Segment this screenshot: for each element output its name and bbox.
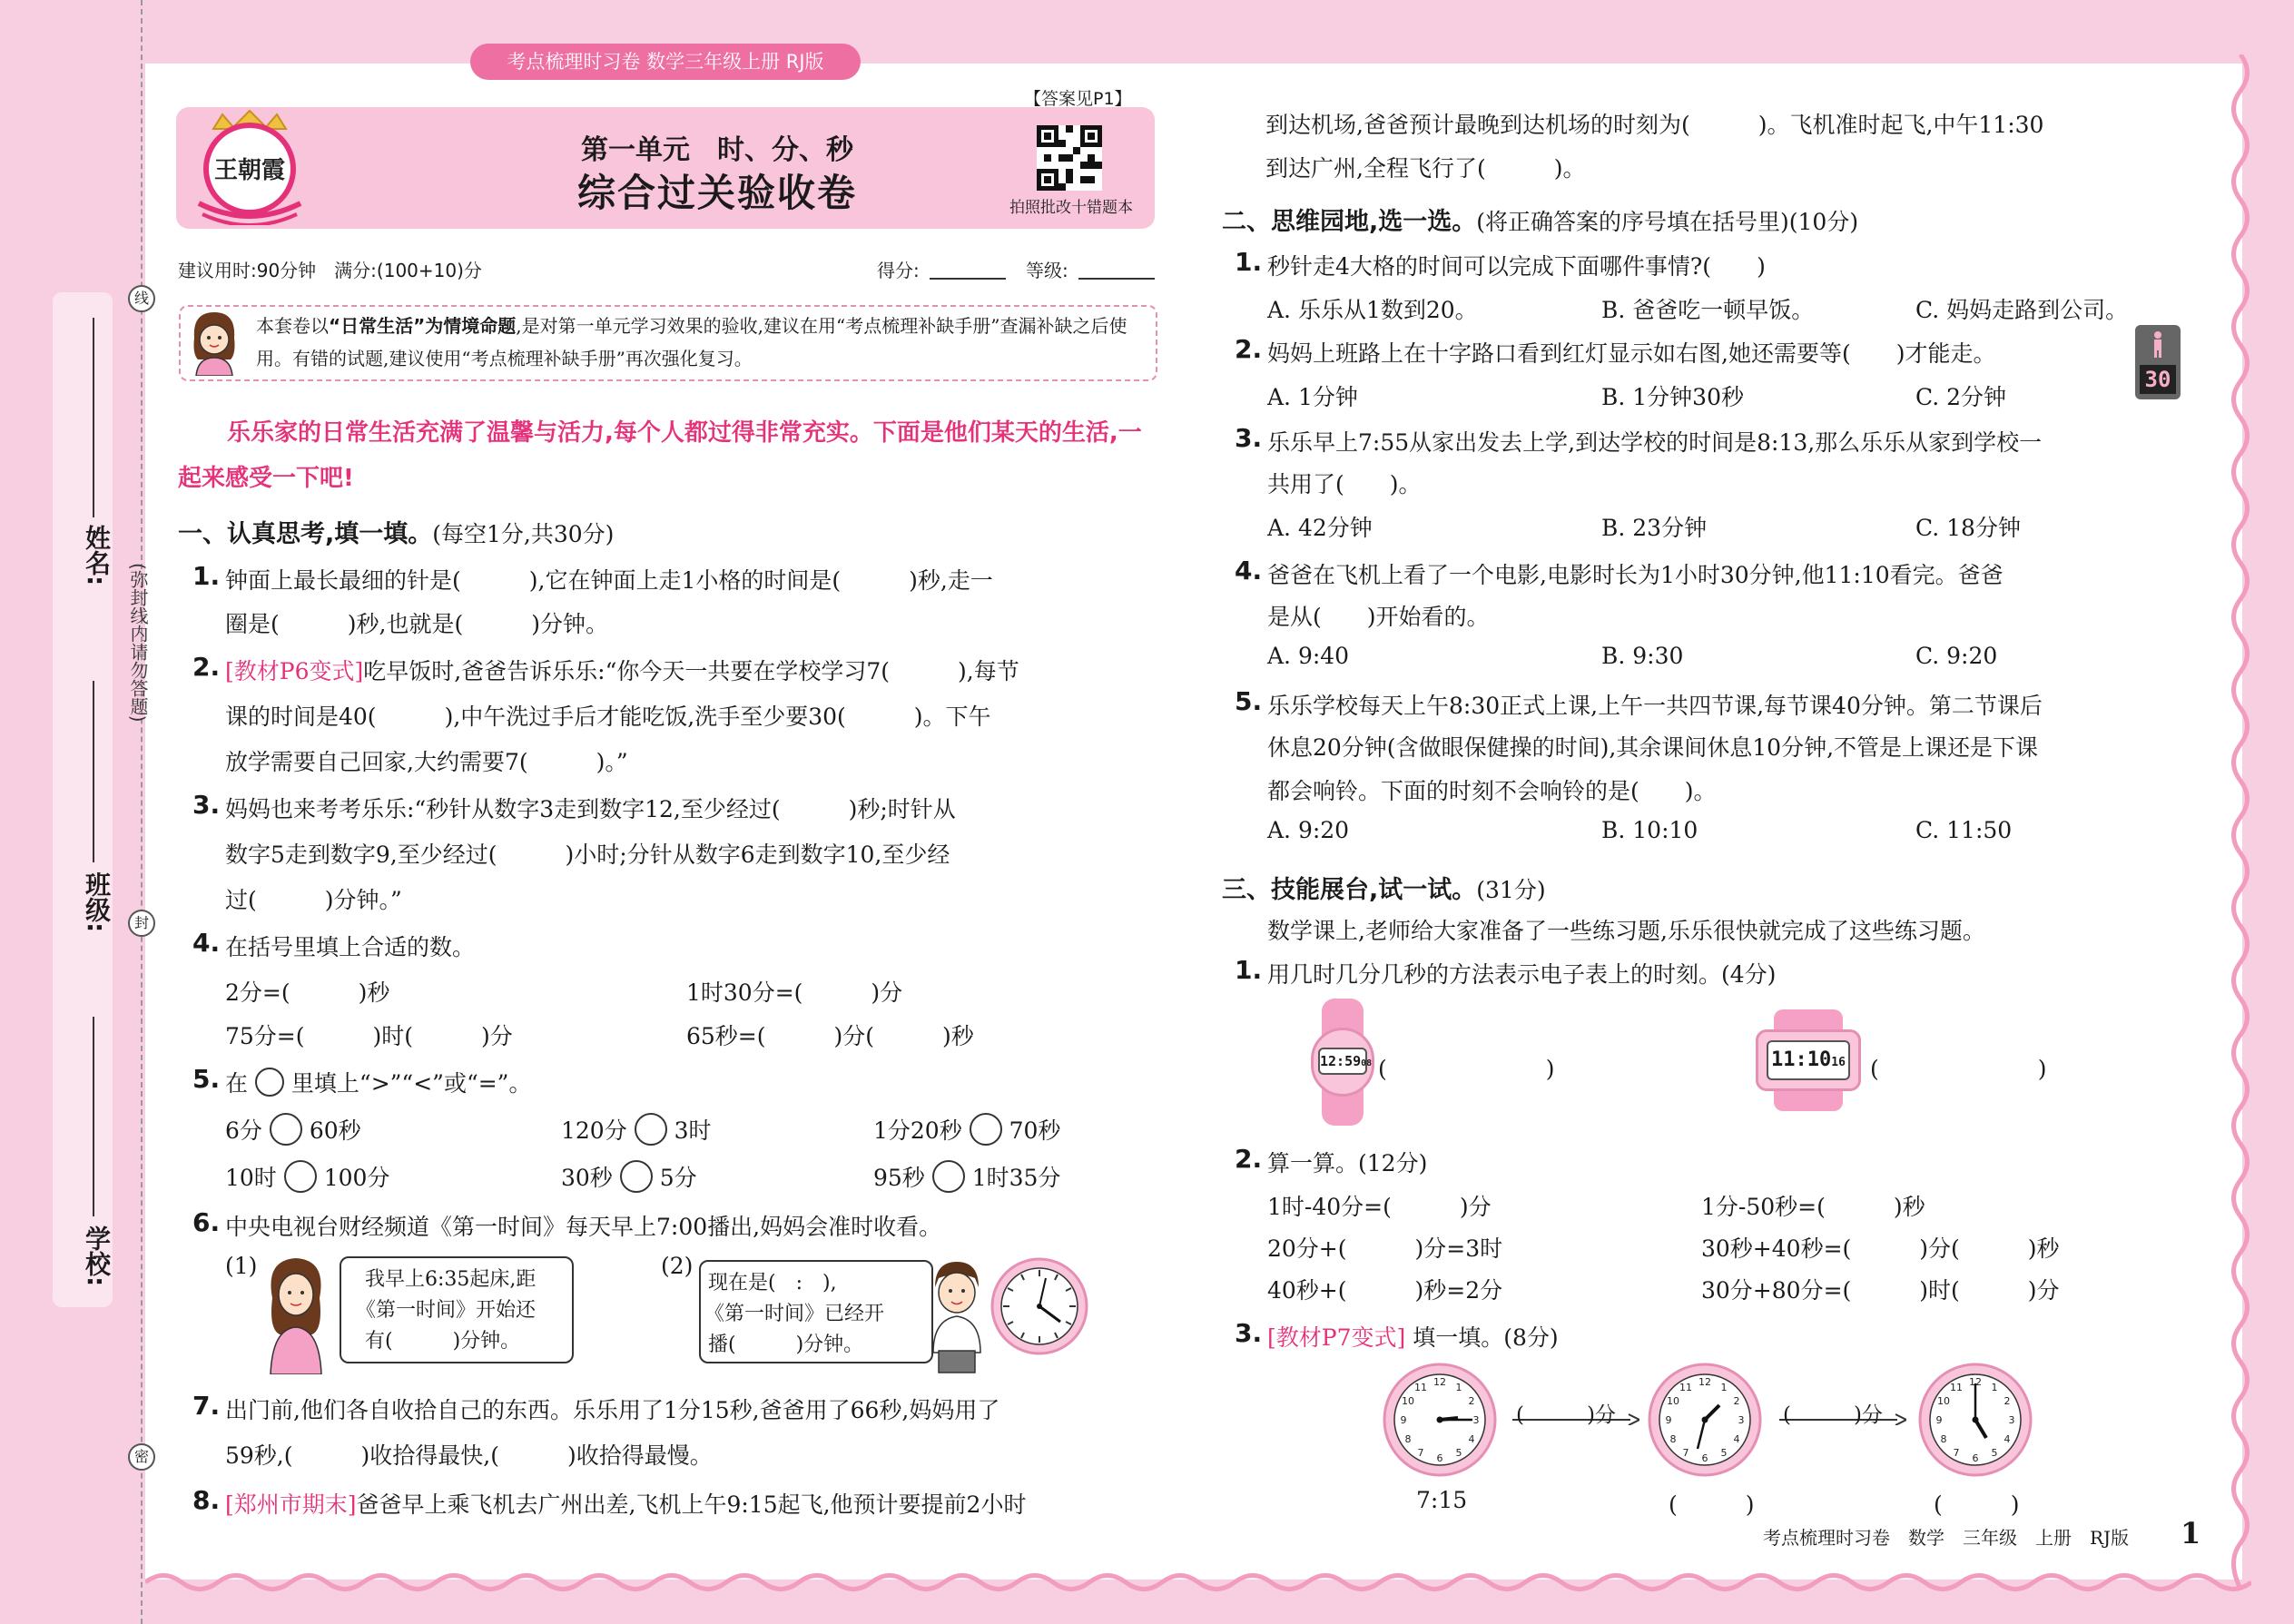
logo-text: 王朝霞 — [213, 157, 286, 184]
q3-number: 3. — [192, 790, 221, 820]
q5-item2-answer-circle[interactable] — [635, 1113, 667, 1146]
wavy-border-bottom — [145, 1569, 2251, 1596]
q6-label2: (2) — [661, 1253, 694, 1279]
q5-item6-right: 1时35分 — [971, 1165, 1061, 1191]
svg-text:9: 9 — [1400, 1414, 1407, 1426]
svg-text:6: 6 — [1972, 1452, 1979, 1464]
clock3-icon — [1917, 1362, 2033, 1478]
s2-q4-stem-line2: 是从( )开始看的。 — [1267, 604, 1490, 630]
s2-q5-option-b[interactable]: B. 10:10 — [1601, 817, 1698, 843]
svg-text:9: 9 — [1935, 1414, 1943, 1426]
watch1-display — [1318, 1048, 1373, 1075]
q7-line2: 59秒,( )收拾得最快,( )收拾得最慢。 — [225, 1442, 713, 1469]
s2-q3-option-c[interactable]: C. 18分钟 — [1915, 515, 2021, 541]
q5-item1 — [225, 1113, 361, 1146]
q1-number: 1. — [192, 561, 221, 591]
s2-q2-option-c[interactable]: C. 2分钟 — [1915, 384, 2007, 410]
q5-stem-a: 在 — [225, 1070, 249, 1097]
clock3-time-blank[interactable]: ( ) — [1934, 1491, 2020, 1518]
s3-q2-item6: 30分+80分=( )时( )分 — [1701, 1277, 2060, 1304]
q6-clock-icon — [989, 1256, 1089, 1356]
svg-text:7: 7 — [1953, 1447, 1960, 1459]
svg-text:10: 10 — [1937, 1395, 1950, 1407]
q8-line2: 到达机场,爸爸预计最晚到达机场的时刻为( )。飞机准时起飞,中午11:30 — [1265, 112, 2044, 138]
q8-line3: 到达广州,全程飞行了( )。 — [1265, 155, 1586, 182]
watch1-seconds: 08 — [1361, 1058, 1373, 1068]
teacher-avatar-icon — [185, 307, 243, 376]
s3-q2-item3: 20分+( )分=3时 — [1267, 1235, 1503, 1262]
svg-text:5: 5 — [1720, 1447, 1728, 1459]
s2-q2-option-a[interactable]: A. 1分钟 — [1267, 384, 1358, 410]
bubble2-line1: 现在是( : ), — [708, 1272, 837, 1294]
clock2-time-blank[interactable]: ( ) — [1669, 1491, 1755, 1518]
section3-heading — [1222, 870, 1546, 905]
class-label: 班级: — [82, 871, 112, 933]
section2-title: 二、思维园地,选一选。 — [1222, 208, 1477, 236]
q6-label1: (1) — [225, 1253, 258, 1279]
seal-char-xian: 线 — [128, 285, 155, 312]
svg-text:9: 9 — [1665, 1414, 1672, 1426]
score-label: 得分: — [877, 260, 920, 281]
s2-q4-number: 4. — [1235, 556, 1263, 586]
class-line — [93, 681, 94, 862]
school-line — [93, 1017, 94, 1216]
svg-text:5: 5 — [1991, 1447, 1998, 1459]
qr-code-icon[interactable] — [1037, 125, 1102, 191]
svg-text:8: 8 — [1669, 1433, 1677, 1445]
grade-field[interactable] — [1078, 278, 1155, 280]
q5-item1-answer-circle[interactable] — [270, 1113, 302, 1146]
pedestrian-icon — [2147, 330, 2169, 358]
q5-item3-answer-circle[interactable] — [970, 1113, 1002, 1146]
footer-info: 考点梳理时习卷 数学 三年级 上册 RJ版 — [1763, 1527, 2130, 1549]
watch1-answer-blank[interactable]: ( ) — [1378, 1056, 1555, 1082]
q4-number: 4. — [192, 928, 221, 958]
q8-number: 8. — [192, 1485, 221, 1515]
s2-q1-option-c[interactable]: C. 妈妈走路到公司。 — [1915, 297, 2129, 323]
q5-item1-left: 6分 — [225, 1117, 262, 1144]
clock2-icon — [1647, 1362, 1763, 1478]
q5-item6-answer-circle[interactable] — [932, 1160, 965, 1193]
section1-score: (每空1分,共30分) — [432, 521, 615, 547]
s2-q5-stem-line3: 都会响铃。下面的时刻不会响铃的是( )。 — [1267, 778, 1717, 804]
q4-item3: 75分=( )时( )分 — [225, 1023, 513, 1049]
q5-item4-right: 100分 — [323, 1165, 390, 1191]
page-title: 综合过关验收卷 — [576, 171, 857, 215]
seal-note: (弥封线内请勿答题) — [127, 563, 149, 723]
s2-q2-option-b[interactable]: B. 1分钟30秒 — [1601, 384, 1744, 410]
svg-text:7: 7 — [1417, 1447, 1424, 1459]
q3-line1: 妈妈也来考考乐乐:“秒针从数字3走到数字12,至少经过( )秒;时针从 — [225, 796, 956, 822]
q5-item2-right: 3时 — [674, 1117, 712, 1144]
grade-label: 等级: — [1026, 260, 1068, 281]
svg-text:7: 7 — [1682, 1447, 1689, 1459]
bubble1-line2: 《第一时间》开始还 — [356, 1299, 537, 1322]
time-and-score-info: 建议用时:90分钟 满分:(100+10)分 — [178, 260, 482, 281]
svg-text:8: 8 — [1940, 1433, 1947, 1445]
s3-q2-item1: 1时-40分=( )分 — [1267, 1194, 1492, 1220]
svg-text:8: 8 — [1404, 1433, 1412, 1445]
q5-item6-left: 95秒 — [873, 1165, 925, 1191]
q5-item5-left: 30秒 — [561, 1165, 613, 1191]
q5-item3-left: 1分20秒 — [873, 1117, 962, 1144]
q5-item4-left: 10时 — [225, 1165, 277, 1191]
qr-caption: 拍照批改十错题本 — [1009, 199, 1133, 217]
svg-text:3: 3 — [1738, 1414, 1745, 1426]
arrow1-minutes-blank[interactable]: ( )分 — [1516, 1403, 1616, 1427]
q5-item4 — [225, 1160, 389, 1193]
seal-char-feng: 封 — [128, 910, 155, 937]
q2-number: 2. — [192, 652, 221, 682]
section1-title: 一、认真思考,填一填。 — [178, 520, 433, 548]
svg-text:3: 3 — [1472, 1414, 1480, 1426]
svg-text:2: 2 — [2004, 1395, 2011, 1407]
compare-circle-icon — [255, 1068, 284, 1097]
story-intro: 乐乐家的日常生活充满了温馨与活力,每个人都过得非常充实。下面是他们某天的生活,一起来感受一下吧! — [178, 419, 1142, 492]
section2-score: (将正确答案的序号填在括号里)(10分) — [1476, 209, 1859, 235]
q1-line1: 钟面上最长最细的针是( ),它在钟面上走1小格的时间是( )秒,走一 — [225, 567, 993, 594]
unit-title: 第一单元 时、分、秒 — [581, 134, 853, 166]
q5-item5-answer-circle[interactable] — [620, 1160, 653, 1193]
section3-intro: 数学课上,老师给大家准备了一些练习题,乐乐很快就完成了这些练习题。 — [1267, 918, 1985, 944]
s3-q2-number: 2. — [1235, 1144, 1263, 1174]
watch2-answer-blank[interactable]: ( ) — [1870, 1056, 2047, 1082]
q5-item4-answer-circle[interactable] — [284, 1160, 317, 1193]
clock1-time-label: 7:15 — [1416, 1487, 1468, 1513]
watch2-seconds: 16 — [1831, 1056, 1846, 1069]
svg-text:12: 12 — [1698, 1376, 1711, 1388]
s3-q3-source-tag: [教材P7变式] — [1267, 1324, 1406, 1351]
s2-q2-number: 2. — [1235, 334, 1263, 364]
q2-line2: 课的时间是40( ),中午洗过手后才能吃饭,洗手至少要30( )。下午 — [225, 704, 991, 730]
svg-text:10: 10 — [1667, 1395, 1679, 1407]
s3-q2-item5: 40秒+( )秒=2分 — [1267, 1277, 1503, 1304]
svg-text:12: 12 — [1433, 1376, 1446, 1388]
s2-q1-option-b[interactable]: B. 爸爸吃一顿早饭。 — [1601, 297, 1815, 323]
svg-text:6: 6 — [1436, 1452, 1443, 1464]
s2-q3-option-a[interactable]: A. 42分钟 — [1267, 515, 1373, 541]
s3-q3-number: 3. — [1235, 1318, 1263, 1348]
page-number: 1 — [2181, 1516, 2201, 1550]
series-tab: 考点梳理时习卷 数学三年级上册 RJ版 — [470, 44, 861, 80]
name-label: 姓名: — [82, 525, 112, 586]
svg-text:2: 2 — [1468, 1395, 1475, 1407]
q5-item3 — [873, 1113, 1060, 1146]
q2-line1 — [225, 654, 1019, 686]
seal-char-mi: 密 — [128, 1443, 155, 1471]
q4-item4: 65秒=( )分( )秒 — [686, 1023, 974, 1049]
bubble1-line3: 有( )分钟。 — [365, 1330, 521, 1353]
name-line — [93, 318, 94, 517]
s2-q5-number: 5. — [1235, 686, 1263, 716]
q8-source-tag: [郑州市期末] — [225, 1491, 357, 1518]
tip-text: 本套卷以“日常生活”为情境命题,是对第一单元学习效果的验收,建议在用“考点梳理补缺手册”查漏补缺之后使用。有错的试题,建议使用“考点梳理补缺手册”再次强化复习。 — [256, 315, 1127, 369]
s2-q3-option-b[interactable]: B. 23分钟 — [1601, 515, 1708, 541]
q3-line2: 数字5走到数字9,至少经过( )小时;分针从数字6走到数字10,至少经 — [225, 842, 950, 868]
q4-item1: 2分=( )秒 — [225, 979, 390, 1006]
q7-line1: 出门前,他们各自收拾自己的东西。乐乐用了1分15秒,爸爸用了66秒,妈妈用了 — [225, 1397, 1000, 1423]
q7-number: 7. — [192, 1391, 221, 1421]
q5-stem — [225, 1066, 531, 1098]
s3-q2-item2: 1分-50秒=( )秒 — [1701, 1194, 1925, 1220]
q5-item2-left: 120分 — [561, 1117, 627, 1144]
svg-text:4: 4 — [1468, 1433, 1475, 1445]
bubble2-line3: 播( )分钟。 — [708, 1334, 864, 1356]
s2-q3-stem-line1: 乐乐早上7:55从家出发去上学,到达学校的时间是8:13,那么乐乐从家到学校一 — [1267, 429, 2043, 456]
q5-item1-right: 60秒 — [309, 1117, 361, 1144]
q3-line3: 过( )分钟。” — [225, 887, 402, 913]
svg-text:2: 2 — [1733, 1395, 1740, 1407]
score-field[interactable] — [930, 278, 1006, 280]
pink-smartwatch-icon — [1311, 999, 1374, 1126]
s2-q1-stem: 秒针走4大格的时间可以完成下面哪件事情?( ) — [1267, 253, 1766, 280]
s2-q1-number: 1. — [1235, 247, 1263, 277]
svg-text:12: 12 — [1969, 1376, 1982, 1388]
svg-text:11: 11 — [1679, 1382, 1692, 1393]
svg-text:3: 3 — [2008, 1414, 2015, 1426]
q5-item3-right: 70秒 — [1009, 1117, 1061, 1144]
s2-q1-option-a[interactable]: A. 乐乐从1数到20。 — [1267, 297, 1478, 323]
q5-item5-right: 5分 — [659, 1165, 697, 1191]
q6-number: 6. — [192, 1207, 221, 1237]
q5-item5 — [561, 1160, 697, 1193]
s2-q3-stem-line2: 共用了( )。 — [1267, 471, 1422, 497]
q5-stem-b: 里填上“>”“<”或“=”。 — [290, 1070, 532, 1097]
q5-item6 — [873, 1160, 1060, 1193]
s2-q5-stem-line1: 乐乐学校每天上午8:30正式上课,上午一共四节课,每节课40分钟。第二节课后 — [1267, 693, 2043, 719]
seal-dashed-line — [141, 0, 143, 1624]
traffic-light-icon — [2135, 325, 2181, 399]
svg-text:5: 5 — [1455, 1447, 1462, 1459]
s2-q4-option-a[interactable]: A. 9:40 — [1267, 643, 1350, 669]
arrow2-minutes-blank[interactable]: ( )分 — [1783, 1403, 1883, 1427]
s3-q3-stem: 填一填。(8分) — [1413, 1324, 1559, 1351]
clock1-icon — [1382, 1362, 1498, 1478]
s2-q5-option-c[interactable]: C. 11:50 — [1915, 817, 2013, 843]
q5-item2 — [561, 1113, 712, 1146]
section2-heading — [1222, 202, 1858, 237]
svg-text:1: 1 — [1720, 1382, 1728, 1393]
s2-q4-stem-line1: 爸爸在飞机上看了一个电影,电影时长为1小时30分钟,他11:10看完。爸爸 — [1267, 562, 2004, 588]
svg-text:11: 11 — [1950, 1382, 1963, 1393]
svg-text:1: 1 — [1455, 1382, 1462, 1393]
school-label: 学校: — [82, 1225, 112, 1287]
tip-highlight: “日常生活”为情境命题 — [329, 315, 517, 337]
bubble2-line2: 《第一时间》已经开 — [704, 1303, 885, 1325]
s2-q3-number: 3. — [1235, 423, 1263, 453]
square-watch-icon — [1748, 1009, 1868, 1111]
section3-score: (31分) — [1476, 877, 1546, 903]
svg-text:6: 6 — [1701, 1452, 1708, 1464]
wavy-border-right — [2222, 54, 2259, 1589]
q2-source-tag: [教材P6变式] — [225, 658, 364, 684]
s3-q1-number: 1. — [1235, 955, 1263, 985]
s3-q1-stem: 用几时几分几秒的方法表示电子表上的时刻。(4分) — [1267, 961, 1777, 988]
s2-q5-stem-line2: 休息20分钟(含做眼保健操的时间),其余课间休息10分钟,不管是上课还是下课 — [1267, 734, 2039, 761]
q4-item2: 1时30分=( )分 — [686, 979, 903, 1006]
s2-q5-option-a[interactable]: A. 9:20 — [1267, 817, 1350, 843]
svg-text:11: 11 — [1414, 1382, 1427, 1393]
q8-line1 — [225, 1487, 1026, 1520]
q2-line1-text: 吃早饭时,爸爸告诉乐乐:“你今天一共要在学校学习7( ),每节 — [363, 658, 1019, 684]
mom-figure-icon — [260, 1253, 332, 1374]
svg-text:4: 4 — [2004, 1433, 2011, 1445]
answer-reference: 【答案见P1】 — [1024, 89, 1132, 109]
binding-strip — [53, 292, 113, 1307]
q8-line1-text: 爸爸早上乘飞机去广州出差,飞机上午9:15起飞,他预计要提前2小时 — [356, 1491, 1027, 1518]
q5-number: 5. — [192, 1064, 221, 1094]
s2-q2-stem: 妈妈上班路上在十字路口看到红灯显示如右图,她还需要等( )才能走。 — [1267, 340, 1996, 367]
s3-q2-item4: 30秒+40秒=( )分( )秒 — [1701, 1235, 2060, 1262]
svg-text:1: 1 — [1991, 1382, 1998, 1393]
publisher-logo — [195, 109, 304, 225]
q2-line3: 放学需要自己回家,大约需要7( )。” — [225, 749, 628, 775]
watch2-time: 11:10 — [1771, 1048, 1832, 1071]
svg-text:4: 4 — [1733, 1433, 1740, 1445]
section3-title: 三、技能展台,试一试。 — [1222, 876, 1477, 904]
s2-q4-option-b[interactable]: B. 9:30 — [1601, 643, 1684, 669]
q6-stem: 中央电视台财经频道《第一时间》每天早上7:00播出,妈妈会准时收看。 — [225, 1214, 942, 1240]
svg-text:10: 10 — [1402, 1395, 1414, 1407]
s3-q2-stem: 算一算。(12分) — [1267, 1150, 1428, 1176]
s3-q3-line — [1267, 1320, 1559, 1353]
watch2-display — [1767, 1040, 1850, 1080]
section1-heading — [178, 514, 614, 549]
boy-figure-icon — [922, 1256, 991, 1374]
watch1-time: 12:59 — [1320, 1053, 1362, 1069]
q4-stem: 在括号里填上合适的数。 — [225, 934, 476, 960]
traffic-countdown: 30 — [2140, 365, 2176, 394]
bubble1-line1: 我早上6:35起床,距 — [365, 1268, 537, 1291]
s2-q4-option-c[interactable]: C. 9:20 — [1915, 643, 1998, 669]
q1-line2: 圈是( )秒,也就是( )分钟。 — [225, 611, 608, 637]
